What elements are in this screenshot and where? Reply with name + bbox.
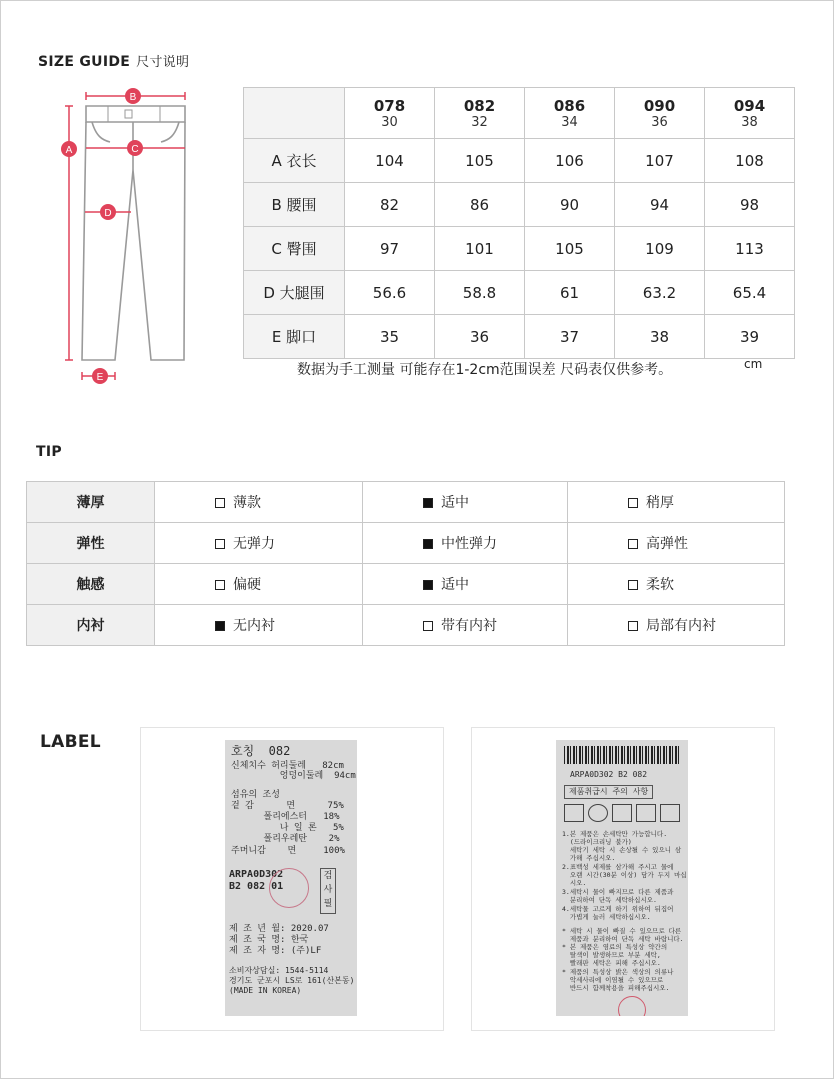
size-row-label: C 臀围 bbox=[244, 227, 345, 271]
tip-row bbox=[27, 605, 785, 646]
size-cell: 109 bbox=[615, 227, 705, 271]
checkbox-icon bbox=[215, 539, 225, 549]
tag-line: 호칭 082 bbox=[231, 744, 291, 758]
tag-line: 4.세탁물 고르게 하기 위하여 뒤집어 bbox=[562, 905, 674, 913]
size-col-header: 094 38 bbox=[705, 88, 795, 139]
size-guide-subtitle: 尺寸说明 bbox=[136, 55, 190, 70]
svg-text:B: B bbox=[129, 92, 137, 103]
size-cell: 61 bbox=[525, 271, 615, 315]
tip-row-label: 弹性 bbox=[27, 523, 155, 564]
tag-line: 폴리에스터 18% bbox=[231, 812, 340, 822]
size-cell: 113 bbox=[705, 227, 795, 271]
tag-line: 제 조 년 월: 2020.07 bbox=[229, 924, 329, 934]
checkbox-icon bbox=[628, 580, 638, 590]
checkbox-icon bbox=[215, 580, 225, 590]
care-tag-front bbox=[225, 740, 357, 1016]
tag-line: 가볍게 눌러 세탁하십시오. bbox=[562, 913, 651, 921]
tip-row bbox=[27, 523, 785, 564]
tag-line: 제품과 분리하여 단독 세탁 바랍니다. bbox=[562, 935, 684, 943]
size-guide-heading bbox=[38, 51, 189, 70]
tip-option: 偏硬 bbox=[155, 564, 363, 605]
size-cell: 58.8 bbox=[435, 271, 525, 315]
label-title: LABEL bbox=[40, 732, 101, 752]
size-cell: 101 bbox=[435, 227, 525, 271]
size-cell: 106 bbox=[525, 139, 615, 183]
tag-line: 겉 감 면 75% bbox=[231, 801, 344, 811]
checkbox-checked-icon bbox=[215, 621, 225, 631]
marker-c bbox=[127, 140, 143, 156]
size-row-label: B 腰围 bbox=[244, 183, 345, 227]
size-col-header: 086 34 bbox=[525, 88, 615, 139]
size-cell: 63.2 bbox=[615, 271, 705, 315]
size-cell: 39 bbox=[705, 315, 795, 359]
size-cell: 38 bbox=[615, 315, 705, 359]
size-col-header: 090 36 bbox=[615, 88, 705, 139]
checkbox-checked-icon bbox=[423, 580, 433, 590]
checkbox-icon bbox=[628, 539, 638, 549]
size-cell: 90 bbox=[525, 183, 615, 227]
pants-diagram bbox=[52, 82, 202, 386]
marker-a bbox=[61, 141, 77, 157]
tag-line: 빨래판 세탁은 피해 주십시오. bbox=[562, 959, 661, 967]
tag-line: 가해 주십시오. bbox=[562, 854, 616, 862]
tag-code-line: ARPA0D302 B2 082 bbox=[570, 770, 648, 779]
tag-line: 탈색이 발생하므로 부분 세탁, bbox=[562, 951, 661, 959]
tag-line: * 본 제품은 염료의 특성상 약간의 bbox=[562, 943, 668, 951]
barcode-icon bbox=[564, 746, 680, 764]
measurement-note: 数据为手工测量 可能存在1-2cm范围误差 尺码表仅供参考。 bbox=[297, 362, 673, 378]
tag-line: 분리하여 단독 세탁하십시오. bbox=[562, 896, 657, 904]
checkbox-icon bbox=[423, 621, 433, 631]
tag-line: 폴리우레탄 2% bbox=[231, 834, 340, 844]
size-row bbox=[244, 315, 795, 359]
size-cell: 82 bbox=[345, 183, 435, 227]
svg-text:C: C bbox=[131, 144, 139, 155]
tip-row-label: 触感 bbox=[27, 564, 155, 605]
tip-title: TIP bbox=[36, 444, 62, 460]
svg-text:D: D bbox=[104, 208, 112, 219]
size-cell: 98 bbox=[705, 183, 795, 227]
size-row bbox=[244, 271, 795, 315]
lf-round-stamp-icon bbox=[269, 868, 309, 908]
size-cell: 94 bbox=[615, 183, 705, 227]
tag-line: ARPA0D302 bbox=[229, 869, 284, 880]
marker-d bbox=[100, 204, 116, 220]
size-cell: 37 bbox=[525, 315, 615, 359]
checkbox-icon bbox=[628, 498, 638, 508]
tip-option: 适中 bbox=[363, 482, 568, 523]
size-col-header: 082 32 bbox=[435, 88, 525, 139]
size-col-header: 078 30 bbox=[345, 88, 435, 139]
tag-line: 악세사리에 이염될 수 있으므로 bbox=[562, 976, 664, 984]
tag-line: (드라이크리닝 불가) bbox=[562, 838, 632, 846]
tip-option: 带有内衬 bbox=[363, 605, 568, 646]
size-row-label: A 衣长 bbox=[244, 139, 345, 183]
tag-line: 소비자상담실: 1544-5114 bbox=[229, 966, 329, 975]
tag-line: * 제품의 특성상 밝은 색상의 의류나 bbox=[562, 968, 674, 976]
tip-row-label: 内衬 bbox=[27, 605, 155, 646]
size-header-row bbox=[244, 88, 795, 139]
size-cell: 97 bbox=[345, 227, 435, 271]
tag-line: 시오. bbox=[562, 879, 587, 887]
inspection-stamp: 검사필 bbox=[320, 868, 336, 914]
checkbox-icon bbox=[628, 621, 638, 631]
tip-option: 无内衬 bbox=[155, 605, 363, 646]
button-detail bbox=[125, 110, 132, 118]
tag-line: 제 조 자 명: (주)LF bbox=[229, 946, 322, 956]
size-row-label: E 脚口 bbox=[244, 315, 345, 359]
size-row bbox=[244, 139, 795, 183]
size-cell: 56.6 bbox=[345, 271, 435, 315]
size-cell: 105 bbox=[525, 227, 615, 271]
checkbox-checked-icon bbox=[423, 539, 433, 549]
tip-option: 高弹性 bbox=[568, 523, 785, 564]
tip-option: 适中 bbox=[363, 564, 568, 605]
tag-line: 엉덩이둘레 94cm bbox=[231, 771, 356, 781]
size-row bbox=[244, 183, 795, 227]
size-cell: 107 bbox=[615, 139, 705, 183]
tag-line: 1.본 제품은 손세탁만 가능합니다. bbox=[562, 830, 668, 838]
tag-line: 경기도 군포시 LS로 161(산본동) bbox=[229, 976, 355, 985]
unit-label: cm bbox=[744, 357, 763, 371]
size-row bbox=[244, 227, 795, 271]
size-corner-cell bbox=[244, 88, 345, 139]
size-cell: 105 bbox=[435, 139, 525, 183]
size-cell: 86 bbox=[435, 183, 525, 227]
svg-text:E: E bbox=[96, 372, 104, 383]
size-cell: 108 bbox=[705, 139, 795, 183]
care-tag-back bbox=[556, 740, 688, 1016]
tip-option: 局部有内衬 bbox=[568, 605, 785, 646]
tag-line: 오랜 시간(30분 이상) 담가 두지 마십 bbox=[562, 871, 687, 879]
tag-line: 섬유의 조성 bbox=[231, 790, 280, 800]
tag-line: * 세탁 시 물이 빠질 수 있으므로 다른 bbox=[562, 927, 682, 935]
marker-b bbox=[125, 88, 141, 104]
size-cell: 35 bbox=[345, 315, 435, 359]
tag-line: 반드시 함께착용을 피해주십시오. bbox=[562, 984, 670, 992]
size-cell: 104 bbox=[345, 139, 435, 183]
care-symbols-icon bbox=[564, 804, 680, 824]
red-stamp-icon bbox=[618, 996, 646, 1016]
tip-row-label: 薄厚 bbox=[27, 482, 155, 523]
tip-row bbox=[27, 482, 785, 523]
size-row-label: D 大腿围 bbox=[244, 271, 345, 315]
checkbox-icon bbox=[215, 498, 225, 508]
tip-option: 无弹力 bbox=[155, 523, 363, 564]
tag-line: 세탁기 세탁 시 손상될 수 있으니 삼 bbox=[562, 846, 682, 854]
size-cell: 65.4 bbox=[705, 271, 795, 315]
tip-table bbox=[26, 481, 785, 646]
tip-option: 柔软 bbox=[568, 564, 785, 605]
tag-line: 제 조 국 명: 한국 bbox=[229, 935, 309, 945]
tag-heading: 제품취급시 주의 사항 bbox=[564, 785, 653, 799]
tag-line: 3.세탁시 물이 빠지므로 다른 제품과 bbox=[562, 888, 674, 896]
tip-option: 薄款 bbox=[155, 482, 363, 523]
tag-line: B2 082 01 bbox=[229, 881, 284, 892]
tag-line: 2.표백성 세제를 삼가해 주시고 물에 bbox=[562, 863, 674, 871]
tag-line: (MADE IN KOREA) bbox=[229, 986, 302, 995]
size-table bbox=[243, 87, 795, 359]
tag-line: 주머니감 면 100% bbox=[231, 846, 345, 856]
tip-option: 中性弹力 bbox=[363, 523, 568, 564]
tag-line: 신체치수 허리둘레 82cm bbox=[231, 761, 344, 771]
size-cell: 36 bbox=[435, 315, 525, 359]
marker-e bbox=[92, 368, 108, 384]
tag-line: 나 일 론 5% bbox=[231, 823, 344, 833]
size-guide-title: SIZE GUIDE bbox=[38, 54, 131, 70]
tip-row bbox=[27, 564, 785, 605]
tip-option: 稍厚 bbox=[568, 482, 785, 523]
svg-text:A: A bbox=[65, 145, 73, 156]
checkbox-checked-icon bbox=[423, 498, 433, 508]
